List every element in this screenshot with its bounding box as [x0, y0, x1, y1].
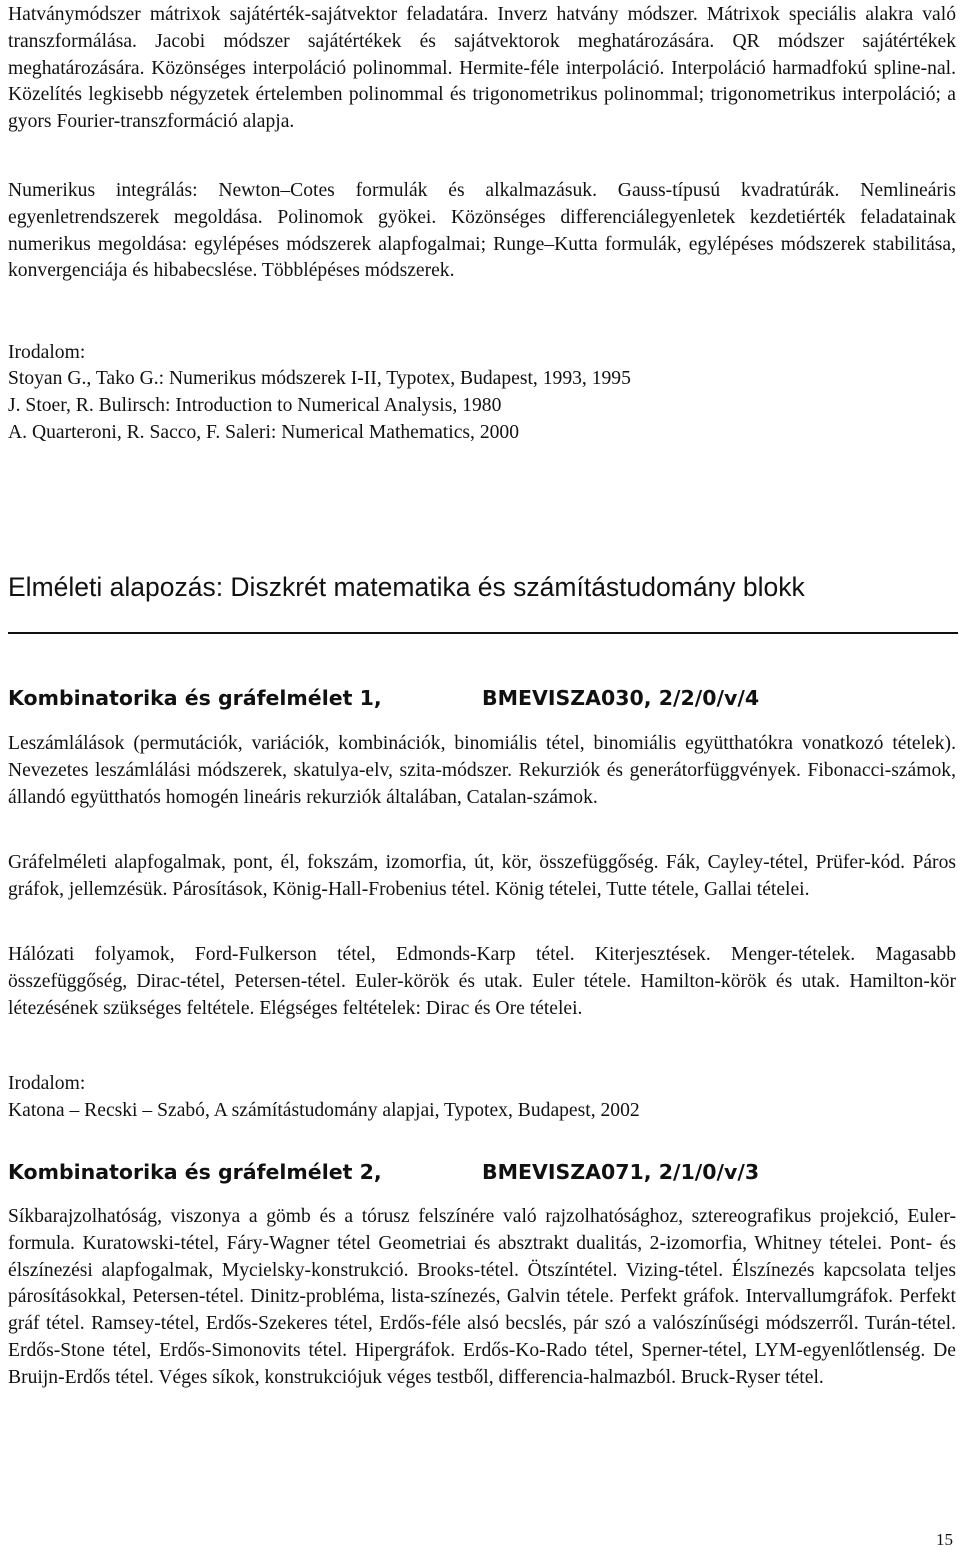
- course-description-paragraph: Gráfelméleti alapfogalmak, pont, él, fokszám, izomorfia, út, kör, összefüggőség. Fák, Cayley-tétel, Prüfer-kód. Páros gráfok, jellemzésük. Párosítások, König-Hall-Frobenius tétel. König tételei, Tutte tétele, Gallai tételei.: [8, 852, 956, 900]
- numerics-topics-paragraph: Hatványmódszer mátrixok sajátérték-sajátvektor feladatára. Inverz hatvány módszer. Mátrixok speciális alakra való transzformálása. Jacobi módszer sajátértékek és sajátvektorok meghatározására. QR módszer sajátértékek meghatározására. Közönséges interpoláció polinommal. Hermite-féle interpoláció. Interpoláció harmadfokú spline-nal. Közelítés legkisebb négyzetek értelemben polinommal és trigonometrikus polinommal; trigonometrikus interpoláció; a gyors Fourier-transzformáció alapja.: [8, 4, 956, 133]
- course-heading: [8, 1158, 958, 1186]
- course-name: Kombinatorika és gráfelmélet 1,: [8, 686, 382, 710]
- course-heading: [8, 684, 958, 712]
- section-title: Elméleti alapozás: Diszkrét matematika és számítástudomány blokk: [8, 572, 805, 602]
- course-description-paragraph: Hálózati folyamok, Ford-Fulkerson tétel, Edmonds-Karp tétel. Kiterjesztések. Menger-tételek. Magasabb összefüggőség, Dirac-tétel, Petersen-tétel. Euler-körök és utak. Euler tétele. Hamilton-körök és utak. Hamilton-kör létezésének szükséges feltétele. Elégséges feltételek: Dirac és Ore tételei.: [8, 944, 956, 1019]
- course-name: Kombinatorika és gráfelmélet 2,: [8, 1160, 382, 1184]
- course-code: BMEVISZA071, 2/1/0/v/3: [482, 1160, 760, 1184]
- page-number: 15: [936, 1530, 953, 1549]
- reference-item: Katona – Recski – Szabó, A számítástudomány alapjai, Typotex, Budapest, 2002: [8, 1100, 640, 1121]
- reference-item: J. Stoer, R. Bulirsch: Introduction to Numerical Analysis, 1980: [8, 395, 502, 416]
- section-divider: [8, 632, 958, 634]
- references-label: Irodalom:: [8, 1073, 86, 1094]
- course-description-paragraph: Leszámlálások (permutációk, variációk, kombinációk, binomiális tétel, binomiális együtthatókra vonatkozó tételek). Nevezetes leszámlálási módszerek, skatulya-elv, szita-módszer. Rekurziók és generátorfüggvények. Fibonacci-számok, állandó együtthatós homogén lineáris rekurziók általában, Catalan-számok.: [8, 733, 956, 808]
- reference-item: Stoyan G., Tako G.: Numerikus módszerek I-II, Typotex, Budapest, 1993, 1995: [8, 368, 631, 389]
- course-description-paragraph: Síkbarajzolhatóság, viszonya a gömb és a tórusz felszínére való rajzolhatósághoz, sztereografikus projekció, Euler-formula. Kuratowski-tétel, Fáry-Wagner tétel Geometriai és absztrakt dualitás, 2-izomorfia, Whitney tételei. Pont- és élszínezési alapfogalmak, Mycielsky-konstrukció. Brooks-tétel. Ötszíntétel. Vizing-tétel. Élszínezés kapcsolata teljes párosításokkal, Petersen-tétel. Dinitz-probléma, lista-színezés, Galvin tétele. Perfekt gráfok. Intervallumgráfok. Perfekt gráf tétel. Ramsey-tétel, Erdős-Szekeres tétel, Erdős-féle alsó becslés, pár szó a valószínűségi módszerről. Turán-tétel. Erdős-Stone tétel, Erdős-Simonovits tétel. Hipergráfok. Erdős-Ko-Rado tétel, Sperner-tétel, LYM-egyenlőtlenség. De Bruijn-Erdős tétel. Véges síkok, konstrukciójuk véges testből, differencia-halmazból. Bruck-Ryser tétel.: [8, 1206, 956, 1388]
- course-code: BMEVISZA030, 2/2/0/v/4: [482, 686, 760, 710]
- numerics-topics-paragraph-2: Numerikus integrálás: Newton–Cotes formulák és alkalmazásuk. Gauss-típusú kvadratúrák. Nemlineáris egyenletrendszerek megoldása. Polinomok gyökei. Közönséges differenciálegyenletek kezdetiérték feladatainak numerikus megoldása: egylépéses módszerek alapfogalmai; Runge–Kutta formulák, egylépéses módszerek stabilitása, konvergenciája és hibabecslése. Többlépéses módszerek.: [8, 180, 956, 282]
- reference-item: A. Quarteroni, R. Sacco, F. Saleri: Numerical Mathematics, 2000: [8, 422, 520, 443]
- references-label: Irodalom:: [8, 342, 86, 363]
